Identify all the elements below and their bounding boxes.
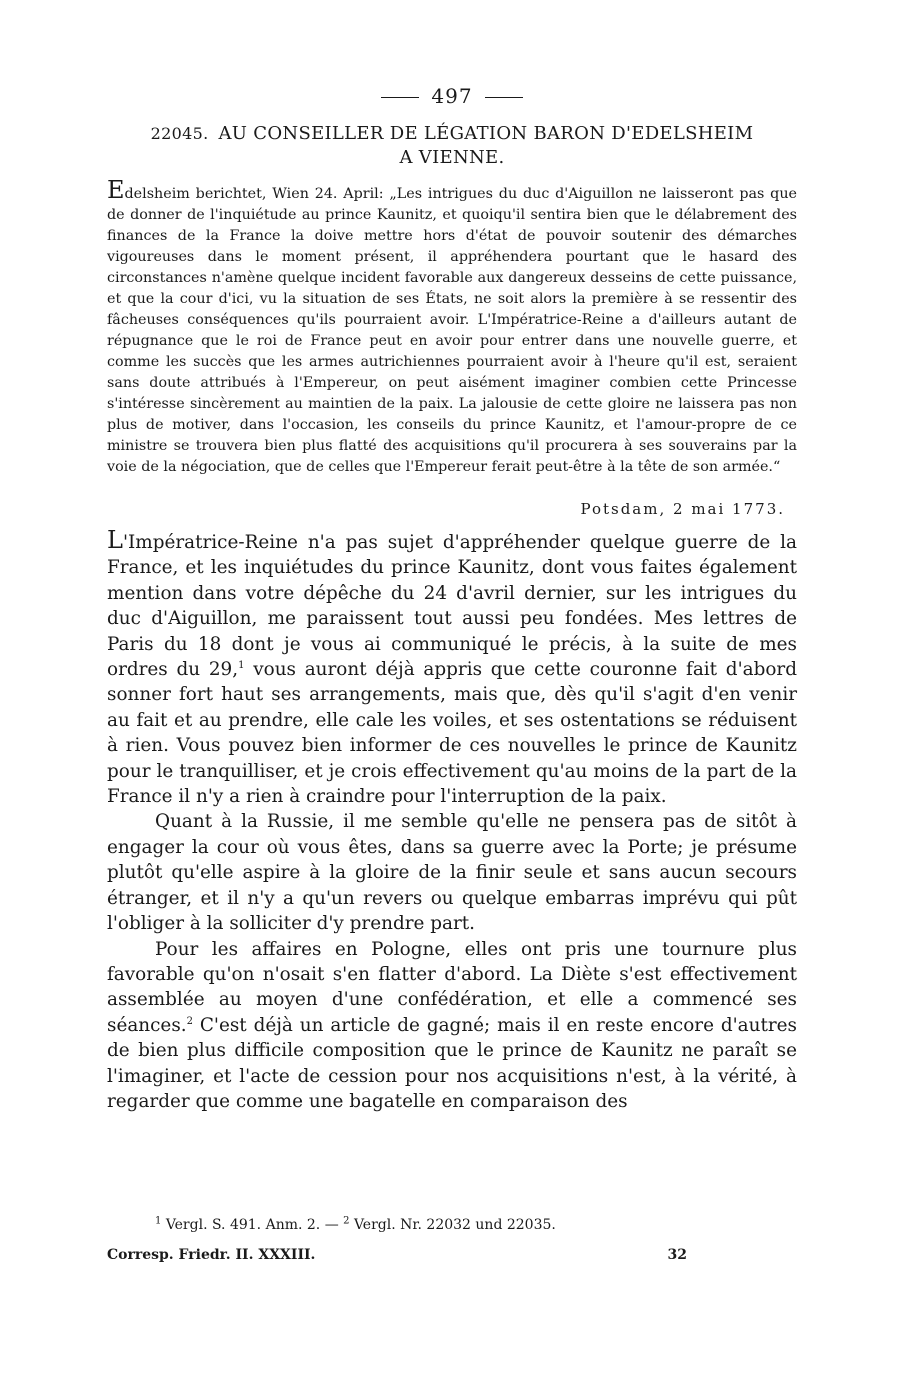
footnote-text-2: Vergl. Nr. 22032 und 22035.	[349, 1217, 556, 1233]
footnote-ref-1: 1	[238, 659, 245, 671]
edition-signature: Corresp. Friedr. II. XXXIII.	[107, 1247, 316, 1263]
paragraph-3-text-b: C'est déjà un article de gagné; mais il en reste encore d'autres de bien plus difficile composition que le prince de Kaunitz ne paraît se l'imaginer, et l'acte de cession pour nos acquisitions n'est, à la vérité, à regarder que comme une bagatelle en comparaison des	[107, 1014, 797, 1112]
sheet-number: 32	[667, 1247, 687, 1263]
body-paragraph-2: Quant à la Russie, il me semble qu'elle ne pensera pas de sitôt à engager la cour où vous êtes, dans sa guerre avec la Porte; je présume plutôt qu'elle aspire à la gloire de la finir seule et sans aucun secours étranger, et il n'y a qu'un revers ou quelque embarras imprévu qui pût l'obliger à la solliciter d'y prendre part.	[107, 811, 797, 935]
page-number-dash-left	[381, 97, 419, 98]
report-summary	[107, 176, 797, 478]
footnote-text-1: Vergl. S. 491. Anm. 2. —	[161, 1217, 344, 1233]
heading-line-1	[107, 122, 797, 146]
document-page	[107, 80, 797, 1114]
dateline: Potsdam, 2 mai 1773.	[580, 500, 785, 518]
letter-heading	[107, 122, 797, 170]
footnote-mark-1: 1	[155, 1215, 162, 1227]
page-number-value: 497	[431, 84, 473, 108]
heading-recipient: AU CONSEILLER DE LÉGATION BARON D'EDELSHEIM	[218, 123, 754, 144]
page-number	[107, 84, 797, 108]
paragraph-initial: L	[107, 526, 123, 554]
paragraph-3-text-a: Pour les affaires en Pologne, elles ont pris une tournure plus favorable qu'on n'osait s'en flatter d'abord. La Diète s'est effectivement assemblée au moyen d'une confédération, et elle a commencé ses séances.	[107, 938, 797, 1036]
report-text: delsheim berichtet, Wien 24. April: „Les intrigues du duc d'Aiguillon ne laisseront pas que de donner de l'inquiétude au prince Kaunitz, et quoiqu'il sentira bien que le délabrement des finances de la France la doive mettre hors d'état de pouvoir soutenir des démarches vigoureuses dans le moment présent, il appréhendera pourtant que le hasard des circonstances n'amène quelque incident favorable aux dangereux desseins de cette puissance, et que la cour d'ici, vu la situation de ses États, ne soit alors la première à se ressentir des fâcheuses conséquences qu'ils pourraient avoir. L'Impératrice-Reine a d'ailleurs autant de répugnance que le roi de France peut en avoir pour entrer dans une nouvelle guerre, et comme les succès que les armes autrichiennes pourraient avoir à l'heure qu'il est, seraient sans doute attribués à l'Empereur, on peut aisément imaginer combien cette Princesse s'intéresse sincèrement au maintien de la paix. La jalousie de cette gloire ne laissera pas non plus de motiver, dans l'occasion, les conseils du prince Kaunitz, et l'amour-propre de ce ministre se trouvera bien plus flatté des acquisitions qu'il procurera à ses souverains par la voie de la négociation, que de celles que l'Empereur ferait peut-être à la tête de son armée.“	[107, 186, 797, 475]
page-number-dash-right	[485, 97, 523, 98]
footnotes	[107, 1214, 797, 1266]
letter-number: 22045.	[150, 124, 209, 143]
body-paragraph-1	[107, 528, 797, 809]
footnote-line	[107, 1214, 797, 1236]
paragraph-1-text-a: 'Impératrice-Reine n'a pas sujet d'appréhender quelque guerre de la France, et les inquiétudes du prince Kaunitz, dont vous faites également mention dans votre dépêche du 24 d'avril dernier, sur les intrigues du duc d'Aiguillon, me paraissent tout aussi peu fondées. Mes lettres de Paris du 18 dont je vous ai communiqué le précis, à la suite de mes ordres du 29,	[107, 532, 797, 681]
footnote-ref-2: 2	[186, 1015, 193, 1027]
paragraph-1-text-b: vous auront déjà appris que cette couronne fait d'abord sonner fort haut ses arrangements, mais que, dès qu'il s'agit d'en venir au fait et au prendre, elle cale les voiles, et ses ostentations se réduisent à rien. Vous pouvez bien informer de ces nouvelles le prince de Kaunitz pour le tranquilliser, et je crois effectivement qu'au moins de la part de la France il n'y a rien à craindre pour l'interruption de la paix.	[107, 659, 798, 808]
footnote-mark-2: 2	[343, 1215, 350, 1227]
body-paragraph-3	[107, 937, 797, 1115]
heading-line-2: A VIENNE.	[399, 147, 505, 168]
report-initial: E	[107, 176, 125, 204]
signature-line	[107, 1244, 797, 1266]
